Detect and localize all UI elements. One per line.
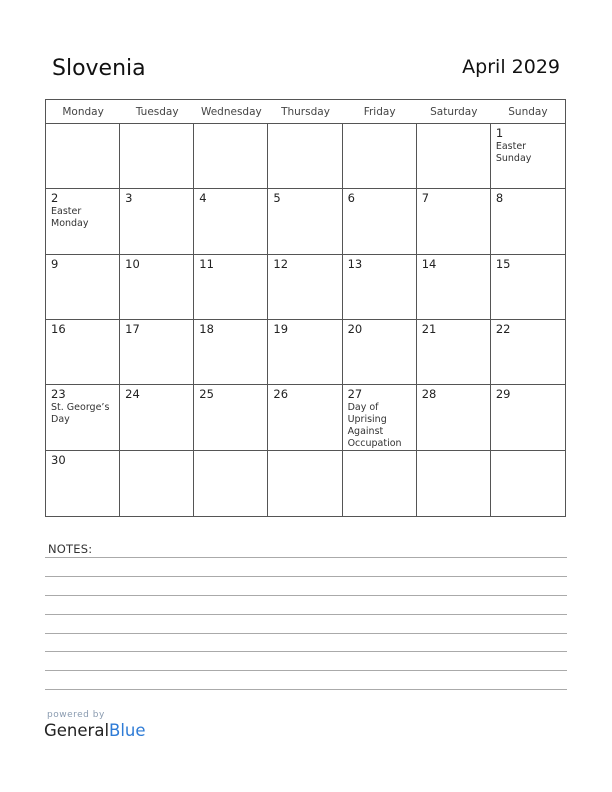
- weekday-header: Tuesday: [120, 100, 194, 124]
- day-cell[interactable]: [491, 124, 565, 189]
- day-cell[interactable]: [46, 451, 120, 516]
- day-cell[interactable]: [120, 124, 194, 189]
- note-line: [45, 670, 567, 671]
- brand-general: General: [44, 721, 110, 740]
- weekday-header: Friday: [343, 100, 417, 124]
- day-number: 16: [51, 322, 66, 336]
- day-number: 6: [347, 191, 355, 206]
- day-cell[interactable]: [491, 189, 565, 254]
- note-line: [45, 595, 567, 596]
- day-cell[interactable]: [417, 385, 491, 450]
- day-cell[interactable]: [343, 189, 417, 254]
- day-number: 19: [273, 322, 289, 336]
- day-number: 1: [495, 126, 504, 140]
- holiday-label: Day of Uprising Against Occupation: [347, 402, 402, 450]
- day-number: 4: [199, 191, 207, 206]
- day-number: 3: [125, 191, 133, 206]
- day-cell[interactable]: [491, 451, 565, 516]
- day-number: 2: [51, 191, 59, 206]
- holiday-label: Easter Monday: [51, 206, 89, 230]
- note-line: [45, 651, 567, 652]
- day-cell[interactable]: [194, 451, 268, 516]
- note-line: [45, 614, 567, 615]
- day-number: 30: [51, 452, 66, 467]
- generalblue-logo: [44, 721, 146, 740]
- weekday-header: Thursday: [268, 100, 342, 124]
- day-cell[interactable]: [46, 255, 120, 320]
- day-cell[interactable]: [417, 320, 491, 385]
- day-cell[interactable]: [491, 385, 565, 450]
- day-number: 15: [495, 256, 511, 271]
- day-number: 23: [51, 387, 66, 402]
- day-cell[interactable]: [120, 189, 194, 254]
- day-cell[interactable]: [268, 320, 342, 385]
- day-number: 18: [199, 322, 214, 336]
- day-number: 11: [199, 256, 214, 271]
- day-number: 8: [495, 191, 504, 206]
- day-cell[interactable]: [417, 124, 491, 189]
- day-cell[interactable]: [120, 451, 194, 516]
- holiday-label: Easter Sunday: [495, 141, 532, 164]
- note-line: [45, 576, 567, 577]
- day-number: 7: [421, 191, 430, 206]
- day-cell[interactable]: [268, 189, 342, 254]
- weekday-header: Wednesday: [194, 100, 268, 124]
- day-cell[interactable]: [120, 385, 194, 450]
- day-cell[interactable]: [417, 255, 491, 320]
- day-cell[interactable]: [194, 255, 268, 320]
- day-number: 25: [199, 387, 214, 402]
- weekday-header: Saturday: [417, 100, 491, 124]
- day-number: 27: [347, 387, 363, 402]
- day-cell[interactable]: [120, 320, 194, 385]
- day-cell[interactable]: [268, 124, 342, 189]
- day-number: 22: [495, 322, 511, 336]
- note-line: [45, 689, 567, 690]
- note-line: [45, 557, 567, 558]
- day-cell[interactable]: [194, 385, 268, 450]
- day-cell[interactable]: [343, 385, 417, 450]
- day-cell[interactable]: [194, 320, 268, 385]
- weekday-header: Sunday: [491, 100, 565, 124]
- day-cell[interactable]: [417, 189, 491, 254]
- powered-by-text: powered by: [47, 710, 105, 720]
- weekday-header: Monday: [46, 100, 120, 124]
- day-number: 20: [347, 322, 363, 336]
- day-cell[interactable]: [46, 385, 120, 450]
- brand-blue: Blue: [109, 721, 146, 740]
- day-cell[interactable]: [491, 320, 565, 385]
- day-cell[interactable]: [268, 451, 342, 516]
- day-cell[interactable]: [120, 255, 194, 320]
- day-number: 12: [273, 256, 289, 271]
- day-cell[interactable]: [194, 189, 268, 254]
- day-number: 10: [125, 256, 140, 271]
- notes-label: NOTES:: [48, 542, 93, 556]
- note-line: [45, 633, 567, 634]
- day-cell[interactable]: [46, 189, 120, 254]
- day-number: 28: [421, 387, 437, 402]
- day-number: 14: [421, 256, 437, 271]
- day-number: 17: [125, 322, 140, 336]
- day-cell[interactable]: [343, 255, 417, 320]
- calendar-grid: [45, 99, 566, 517]
- month-year-title: April 2029: [462, 56, 560, 78]
- day-cell[interactable]: [417, 451, 491, 516]
- day-number: 9: [51, 256, 59, 271]
- day-number: 5: [273, 191, 281, 206]
- day-cell[interactable]: [46, 320, 120, 385]
- day-number: 29: [495, 387, 511, 402]
- day-cell[interactable]: [268, 255, 342, 320]
- day-cell[interactable]: [343, 124, 417, 189]
- day-cell[interactable]: [268, 385, 342, 450]
- holiday-label: St. George’s Day: [51, 402, 110, 426]
- day-cell[interactable]: [343, 451, 417, 516]
- day-cell[interactable]: [46, 124, 120, 189]
- day-number: 26: [273, 387, 289, 402]
- country-title: Slovenia: [52, 56, 146, 81]
- day-number: 24: [125, 387, 140, 402]
- day-cell[interactable]: [194, 124, 268, 189]
- day-cell[interactable]: [491, 255, 565, 320]
- day-cell[interactable]: [343, 320, 417, 385]
- day-number: 21: [421, 322, 437, 336]
- day-number: 13: [347, 256, 363, 271]
